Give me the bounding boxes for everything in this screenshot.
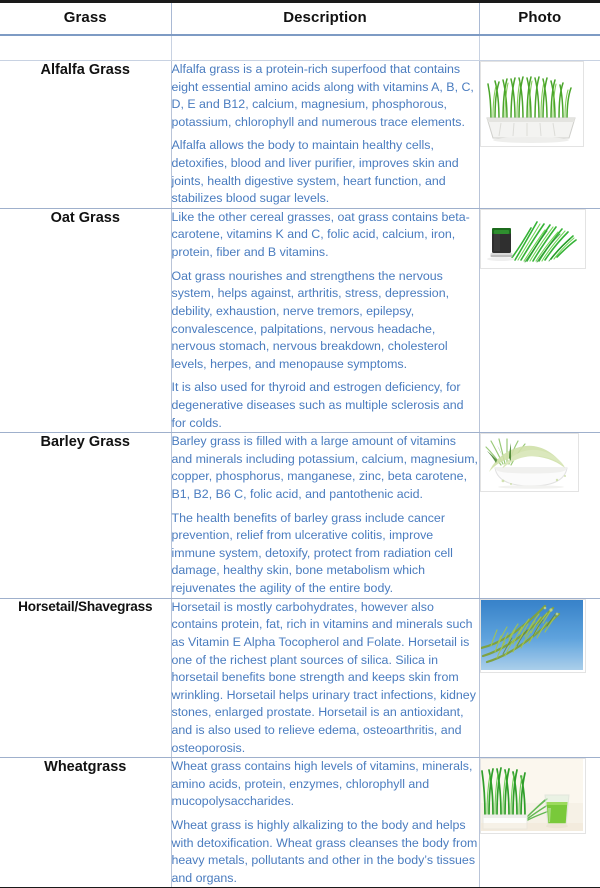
grass-name-cell: [0, 758, 171, 888]
grass-description-cell: [171, 598, 479, 757]
grass-name-label: Wheatgrass: [44, 759, 127, 776]
grass-description-cell: [171, 208, 479, 432]
description-paragraph: Wheat grass contains high levels of vitamins, minerals, amino acids, protein, enzymes, chlorophyll and mucopolysaccharides.: [171, 759, 473, 809]
grass-name-cell: [0, 61, 171, 209]
description-paragraph: Horsetail is mostly carbohydrates, however also contains protein, fat, rich in vitamins and minerals such as Vitamin E Alpha Tocopherol and Folate. Horsetail is one of the richest plant sources of silica. Silica in horsetail benefits bone strength and keeps skin from wrinkling. Horsetail helps urinary tract infections, kidney stones, enlarged prostate. Horsetail is an antioxidant, and is also used to relieve edema, osteoarthritis, and osteoporosis.: [171, 599, 476, 755]
grass-description-cell: [171, 433, 479, 598]
grass-comparison-table: [0, 3, 600, 887]
description-paragraph: Alfalfa grass is a protein-rich superfood that contains eight essential amino acids along with vitamins A, B, C, D, E and B12, calcium, magnesium, phosphorous, potassium, chlorophyll and numerous trace elements.: [171, 62, 474, 129]
description-paragraph: It is also used for thyroid and estrogen deficiency, for degenerative diseases such as multiple sclerosis and for colds.: [171, 380, 464, 430]
horsetail-shavegrass-sky-photo: [480, 599, 586, 673]
header-spacer-photo: [479, 35, 600, 61]
description-paragraph: Alfalfa allows the body to maintain healthy cells, detoxifies, blood and liver purifier, improves skin and joints, health digestive system, heart function, and stabilizes blood sugar levels.: [171, 138, 459, 206]
table-row: [0, 208, 600, 432]
oat-grass-juice-shot-photo: [480, 209, 586, 269]
barley-grass-powder-bowl-image: [481, 434, 576, 489]
grass-name-label: Barley Grass: [40, 434, 130, 451]
grass-name-cell: [0, 208, 171, 432]
grass-name-cell: [0, 598, 171, 757]
grass-description-cell: [171, 61, 479, 209]
description-paragraph: Wheat grass is highly alkalizing to the body and helps with detoxification. Wheat grass cleanses the body from heavy metals, pollutants and other in the body’s tissues and organs.: [171, 817, 478, 885]
grass-photo-cell: [479, 208, 600, 432]
horsetail-shavegrass-sky-image: [481, 600, 583, 670]
alfalfa-grass-tray-image: [481, 62, 581, 144]
column-header-photo: Photo: [479, 3, 600, 35]
table-header-row: [0, 3, 600, 35]
grass-photo-cell: [479, 758, 600, 888]
description-paragraph: Barley grass is filled with a large amount of vitamins and minerals including potassium, calcium, magnesium, copper, phosphorus, manganese, zinc, beta carotene, B1, B2, B6 C, folic acid, and pantothenic acid.: [171, 434, 478, 502]
table-row: [0, 433, 600, 598]
grass-name-label: Horsetail/Shavegrass: [18, 598, 153, 614]
grass-photo-cell: [479, 598, 600, 757]
header-spacer-description: [171, 35, 479, 61]
header-spacer-grass: [0, 35, 171, 61]
barley-grass-powder-bowl-photo: [480, 433, 579, 492]
grass-description-cell: [171, 758, 479, 888]
wheatgrass-juice-glass-photo: [480, 758, 586, 834]
description-paragraph: Like the other cereal grasses, oat grass contains beta-carotene, vitamins K and C, folic acid, calcium, iron, protein, fiber and B vitamins.: [171, 209, 470, 260]
table-row: [0, 758, 600, 888]
wheatgrass-juice-glass-image: [481, 759, 583, 831]
grass-photo-cell: [479, 433, 600, 598]
table-row: [0, 598, 600, 757]
alfalfa-grass-tray-photo: [480, 61, 584, 147]
grass-name-cell: [0, 433, 171, 598]
grass-photo-cell: [479, 61, 600, 209]
description-paragraph: Oat grass nourishes and strengthens the nervous system, helps against, arthritis, stress, depression, debility, exhaustion, nerve tremors, epilepsy, convalescence, palpitations, nervous headache, nervous stomach, nervous breakdown, cholesterol levels, herpes, and menopause symptoms.: [171, 268, 450, 371]
column-header-description: Description: [171, 3, 479, 35]
column-header-grass: Grass: [0, 3, 171, 35]
table-row: [0, 61, 600, 209]
grass-name-label: Alfalfa Grass: [40, 62, 130, 78]
grass-name-label: Oat Grass: [50, 209, 120, 226]
description-paragraph: The health benefits of barley grass include cancer prevention, relief from ulcerative colitis, improve immune system, detoxify, protect from radiation cell damage, healthy skin, bone metabolism which rejuvenates the agility of the entire body.: [171, 510, 453, 596]
oat-grass-juice-shot-image: [481, 210, 583, 266]
header-spacer-row: [0, 35, 600, 61]
